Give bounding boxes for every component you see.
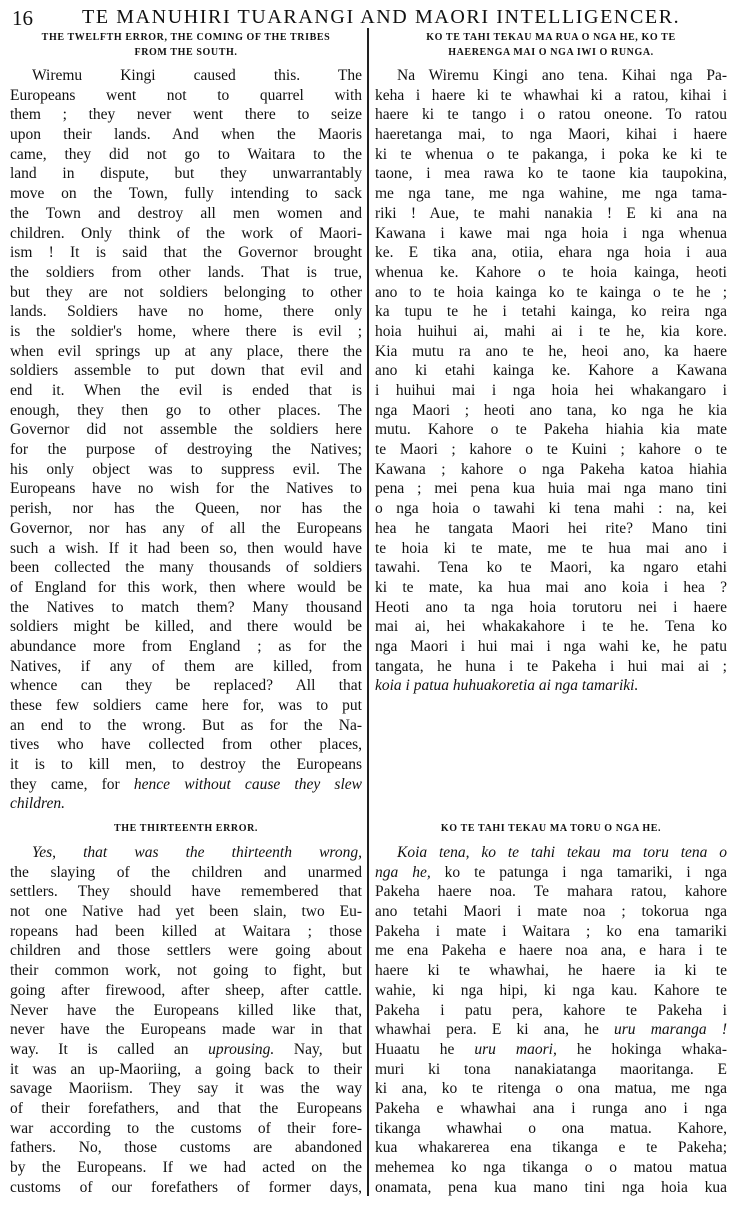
text-line xyxy=(375,322,727,342)
text-line xyxy=(375,361,727,381)
text: the Town and destroy all men women and xyxy=(10,204,362,222)
italic-text: nga he, xyxy=(375,863,431,881)
text-line xyxy=(375,440,727,460)
text: came, they did not go to Waitara to the xyxy=(10,145,362,163)
text: Kawana i kawe mai nga hoia i nga whenua xyxy=(375,224,727,242)
text-line xyxy=(10,617,362,637)
text-line xyxy=(10,1079,362,1099)
text: Kia mutu ra ano te he, heoi ano, ka haere xyxy=(375,342,727,360)
text-line xyxy=(10,1099,362,1119)
text: hea he tangata Maori hei rite? Mano tini xyxy=(375,519,727,537)
text-line xyxy=(375,676,727,696)
text: nga Maori i hui mai i nga wahi ke, he patu xyxy=(375,637,727,655)
text: tives who have collected from other places, xyxy=(10,736,362,754)
text-line xyxy=(10,204,362,224)
text: whawhai pera. E ki ana, he xyxy=(375,1021,614,1039)
text: of England for this work, then where would be xyxy=(10,578,362,596)
italic-text: hence without cause they slew xyxy=(133,775,362,793)
text: mai ai, hei whakakahore i te he. Tena ko xyxy=(375,618,727,636)
text-line xyxy=(375,66,727,86)
text-line xyxy=(375,1040,727,1060)
text: soldiers assemble to put down that evil and xyxy=(10,362,362,380)
text-line xyxy=(375,1158,727,1178)
text-line xyxy=(375,145,727,165)
text-line xyxy=(10,843,362,863)
text-line xyxy=(10,775,362,795)
page-number: 16 xyxy=(12,6,33,30)
text: customs of our forefathers of former days, xyxy=(10,1178,362,1196)
text-line xyxy=(375,164,727,184)
italic-text: children. xyxy=(10,795,65,813)
text: taone, i mea rawa ko te taone kia taupokina, xyxy=(375,165,727,183)
text: riki ! Aue, te mahi nanakia ! E ki ana na xyxy=(375,204,727,222)
text-line xyxy=(10,1001,362,1021)
text: an end to the wrong. But as for the Na- xyxy=(10,716,362,734)
section-heading: HAERENGA MAI O NGA IWI O RUNGA. xyxy=(448,47,654,58)
text-line xyxy=(10,1020,362,1040)
text-line xyxy=(10,479,362,499)
text-line xyxy=(375,499,727,519)
page-header xyxy=(0,4,732,30)
text-line xyxy=(10,420,362,440)
text-line xyxy=(375,224,727,244)
text-line xyxy=(10,184,362,204)
text-line xyxy=(375,184,727,204)
text: the Natives to match them? Many thousand xyxy=(10,598,362,616)
text: lands. Soldiers have no home, there only xyxy=(10,303,362,321)
text: Pakeha i mate i Waitara ; ko ena tamariki xyxy=(375,922,727,940)
text: children. Only think of the work of Maori- xyxy=(10,224,362,242)
text-line xyxy=(10,361,362,381)
text-line xyxy=(10,243,362,263)
text-line xyxy=(375,1020,727,1040)
text-line xyxy=(375,125,727,145)
text-line xyxy=(10,401,362,421)
text: of their forefathers, and that the Europeans xyxy=(10,1099,362,1117)
text: never have the Europeans made war in that xyxy=(10,1021,362,1039)
text-line xyxy=(375,420,727,440)
text-line xyxy=(375,479,727,499)
text-line xyxy=(375,578,727,598)
text: abundance more from England ; as for the xyxy=(10,637,362,655)
text: Europeans went not to quarrel with xyxy=(10,86,362,104)
text-line xyxy=(10,86,362,106)
text: Kawana ; kahore o nga Pakeha katoa hiahia xyxy=(375,460,727,478)
text: haeretanga mai, to nga Maori, kihai i haere xyxy=(375,126,727,144)
text-line xyxy=(375,617,727,637)
text: onamata, pena kua mano tini nga hoia kua xyxy=(375,1178,727,1196)
text: Governor, nor has any of all the Europeans xyxy=(10,519,362,537)
text: but they are not soldiers belonging to other xyxy=(10,283,362,301)
text: tikanga whawhai o ona matua. Kahore, xyxy=(375,1119,727,1137)
text: these few soldiers came here for, was to put xyxy=(10,697,362,714)
text: Europeans have no wish for the Natives to xyxy=(10,480,362,498)
text-line xyxy=(10,676,362,696)
text: ki te whenua o te pakanga, i poka ke ki te xyxy=(375,145,727,163)
text: settlers. They should have remembered that xyxy=(10,883,362,901)
text: Governor did not assemble the soldiers here xyxy=(10,421,362,439)
text: te hoia ki te mate, me te hua mai ano i xyxy=(375,539,727,557)
text: their common work, not going to fight, but xyxy=(10,962,362,980)
text-line xyxy=(375,1119,727,1139)
text: them ; they never went there to seize xyxy=(10,106,362,124)
text-line xyxy=(375,1138,727,1158)
text-line xyxy=(375,460,727,480)
text-line xyxy=(10,322,362,342)
text-line xyxy=(10,716,362,736)
text: for the purpose of destroying the Natives; xyxy=(10,441,362,459)
text: way. It is called an xyxy=(10,1040,209,1058)
text-line xyxy=(10,125,362,145)
section-thirteenth-error-maori xyxy=(375,821,727,1197)
text-line xyxy=(10,381,362,401)
text: when evil springs up at any place, there the xyxy=(10,342,362,360)
italic-text: uru maori, xyxy=(474,1040,557,1058)
text: Pakeha e whawhai ana i runga ano i nga xyxy=(375,1099,727,1117)
section-thirteenth-error-english xyxy=(10,821,362,1197)
text: by the Europeans. If we had acted on the xyxy=(10,1159,362,1176)
text-line xyxy=(10,539,362,559)
text: Na Wiremu Kingi ano tena. Kihai nga Pa- xyxy=(397,67,727,84)
text: upon their lands. And when the Maoris xyxy=(10,126,362,144)
text-line xyxy=(375,882,727,902)
section-twelfth-error-english xyxy=(10,30,362,814)
section-twelfth-error-maori xyxy=(375,30,727,696)
text-line xyxy=(10,981,362,1001)
text: ke. E tika ana, otiia, ehara nga hoia i aua xyxy=(375,244,727,262)
column-divider xyxy=(367,28,369,1196)
text-line xyxy=(10,657,362,677)
text-line xyxy=(10,1138,362,1158)
text-line xyxy=(10,519,362,539)
text-line xyxy=(375,105,727,125)
text: ka tupu te he i tetahi kainga, ko reira nga xyxy=(375,303,727,321)
italic-text: Koia tena, ko te tahi tekau ma toru tena o xyxy=(397,844,727,861)
italic-text: uprousing. xyxy=(208,1040,275,1058)
text: such a wish. If it had been so, then would have xyxy=(10,539,362,557)
text: whence can they be replaced? All that xyxy=(10,677,362,695)
text: hoia huihui ai, mahi ai i te he, kia kore. xyxy=(375,322,727,340)
text: o nga hoia o tawahi ki tena mahi : na, kei xyxy=(375,500,727,518)
text-line xyxy=(375,263,727,283)
text-line xyxy=(10,1119,362,1139)
text: end it. When the evil is ended that is xyxy=(10,382,362,399)
text: Never have the Europeans killed like that, xyxy=(10,1001,362,1019)
text-line xyxy=(10,735,362,755)
text-line xyxy=(375,902,727,922)
text: keha i haere ki te whawhai ki a ratou, kihai i xyxy=(375,86,727,104)
text-line xyxy=(10,882,362,902)
text: the slaying of the children and unarmed xyxy=(10,863,362,881)
text: mehemea ko nga tikanga o o matou matua xyxy=(375,1159,727,1176)
text-line xyxy=(10,902,362,922)
text: te Maori ; kahore o te Kuini ; kahore o te xyxy=(375,441,727,459)
text: perish, nor has the Queen, nor has the xyxy=(10,500,362,518)
text: ano to te hoia kainga ko te kainga o te he ; xyxy=(375,283,727,301)
text-line xyxy=(375,843,727,863)
text-line xyxy=(375,657,727,677)
text-line xyxy=(375,1079,727,1099)
text: it was an up-Maoriing, a going back to their xyxy=(10,1060,362,1078)
text: wahie, ki nga hipi, ki nga kau. Kahore te xyxy=(375,981,727,999)
text-line xyxy=(10,1158,362,1178)
text-line xyxy=(375,283,727,303)
text-line xyxy=(10,145,362,165)
text-line xyxy=(375,204,727,224)
text-line xyxy=(10,283,362,303)
section-heading: THE TWELFTH ERROR, THE COMING OF THE TRIBES xyxy=(41,32,331,43)
text-line xyxy=(10,342,362,362)
text: ko te patunga i nga tamariki, i nga xyxy=(430,863,727,881)
text-line xyxy=(10,440,362,460)
text-line xyxy=(375,342,727,362)
text: the soldiers from other lands. That is true, xyxy=(10,263,362,281)
text-line xyxy=(375,401,727,421)
text-line xyxy=(10,863,362,883)
italic-text: Yes, that was the thirteenth wrong, xyxy=(32,844,362,861)
text: Natives, if any of them are killed, from xyxy=(10,657,362,675)
text: it is to kill men, to destroy the Europeans xyxy=(10,756,362,774)
text-line xyxy=(10,637,362,657)
text-line xyxy=(10,105,362,125)
text-line xyxy=(10,961,362,981)
text-line xyxy=(375,558,727,578)
text-line xyxy=(10,558,362,578)
text: Heoti ano ta nga hoia torutoru nei i haere xyxy=(375,598,727,616)
text-line xyxy=(10,164,362,184)
text-line xyxy=(10,224,362,244)
text-line xyxy=(10,1178,362,1198)
text: ki ana, ko te ritenga o ona matua, me nga xyxy=(375,1080,727,1098)
text: i huihui mai i nga hoia hei whakangaro i xyxy=(375,382,727,399)
text: pena ; mei pena kua huia mai nga mano tini xyxy=(375,480,727,498)
text-line xyxy=(10,66,362,86)
text: land in dispute, but they unwarrantably xyxy=(10,165,362,183)
text-line xyxy=(10,696,362,716)
text: fathers. No, those customs are abandoned xyxy=(10,1139,362,1157)
text-line xyxy=(375,243,727,263)
text: Huaatu he xyxy=(375,1040,475,1058)
text: ki te mate, ka hua mai ano koia i hea ? xyxy=(375,578,727,596)
text-line xyxy=(10,922,362,942)
text-line xyxy=(375,1060,727,1080)
text: Pakeha haere noa. Te mahara ratou, kahore xyxy=(375,883,727,901)
text: tawahi. Tena ko te Maori, ka ngaro etahi xyxy=(375,559,727,577)
text-line xyxy=(375,1099,727,1119)
text: move on the Town, fully intending to sack xyxy=(10,185,362,203)
text: ano ki etahi kainga ke. Kahore a Kawana xyxy=(375,362,727,380)
text: kua whakarerea ena tikanga e te Pakeha; xyxy=(375,1139,727,1157)
text-line xyxy=(375,1001,727,1021)
text: soldiers might be killed, and there would be xyxy=(10,618,362,636)
text: his only object was to suppress evil. The xyxy=(10,460,362,478)
text: Wiremu Kingi caused this. The xyxy=(32,67,362,84)
text-line xyxy=(10,499,362,519)
text: war according to the customs of their fore- xyxy=(10,1119,362,1137)
text-line xyxy=(375,302,727,322)
text: not one Native had yet been slain, two Eu- xyxy=(10,903,362,921)
text: nga Maori ; heoti ano tana, ko nga he kia xyxy=(375,401,727,419)
section-heading: KO TE TAHI TEKAU MA RUA O NGA HE, KO TE xyxy=(426,32,676,43)
section-heading: KO TE TAHI TEKAU MA TORU O NGA HE. xyxy=(440,823,662,834)
text: ism ! It is said that the Governor brought xyxy=(10,244,362,262)
text-line xyxy=(10,598,362,618)
text: ropeans had been killed at Waitara ; those xyxy=(10,922,362,940)
text-line xyxy=(10,941,362,961)
section-heading: FROM THE SOUTH. xyxy=(134,47,238,58)
text: whenua ke. Kahore o te hoia kainga, heoti xyxy=(375,263,727,281)
text: is the soldier's home, where there is evil ; xyxy=(10,322,362,340)
text-line xyxy=(10,755,362,775)
text-line xyxy=(375,637,727,657)
text: children and those settlers were going about xyxy=(10,942,362,960)
text-line xyxy=(375,941,727,961)
text-line xyxy=(375,1178,727,1198)
text-line xyxy=(375,86,727,106)
text-line xyxy=(10,1060,362,1080)
text: he hokinga whaka- xyxy=(556,1040,727,1058)
text-line xyxy=(10,460,362,480)
text: Pakeha i patu pera, kahore te Pakeha i xyxy=(375,1001,727,1019)
text: savage Maoriism. They say it was the way xyxy=(10,1080,362,1098)
text: going after firewood, after sheep, after cattle. xyxy=(10,981,362,999)
text-line xyxy=(10,578,362,598)
text-line xyxy=(10,302,362,322)
text: haere ki te tango i o ratou oneone. To ratou xyxy=(375,106,727,124)
text-line xyxy=(375,981,727,1001)
text-line xyxy=(10,1040,362,1060)
text: ano tetahi Maori i mate noa ; tokorua nga xyxy=(375,903,727,921)
text-line xyxy=(375,519,727,539)
text: been collected the many thousands of soldiers xyxy=(10,559,362,577)
text-line xyxy=(375,922,727,942)
text: muri ki tona nanakiatanga maoritanga. E xyxy=(375,1060,727,1078)
italic-text: koia i patua huhuakoretia ai nga tamariki. xyxy=(375,677,639,695)
text: Nay, but xyxy=(274,1040,362,1058)
section-heading: THE THIRTEENTH ERROR. xyxy=(113,823,259,834)
text-line xyxy=(10,263,362,283)
text-line xyxy=(375,539,727,559)
italic-text: uru maranga ! xyxy=(614,1021,727,1039)
text: me ena Pakeha e haere noa ana, e hara i te xyxy=(375,942,727,960)
text: they came, for xyxy=(10,775,134,793)
text-line xyxy=(375,381,727,401)
newspaper-title: TE MANUHIRI TUARANGI AND MAORI INTELLIGENCER. xyxy=(82,6,681,28)
text: me nga tane, me nga wahine, me nga tama- xyxy=(375,185,727,203)
text: mutu. Kahore o te Pakeha hiahia kia mate xyxy=(375,421,727,439)
text-line xyxy=(375,961,727,981)
text-line xyxy=(10,794,362,814)
text-line xyxy=(375,863,727,883)
text-line xyxy=(375,598,727,618)
text: haere ki te whawhai, he haere ia ki te xyxy=(375,962,727,980)
text: tangata, he huna i te Pakeha i hui mai ai ; xyxy=(375,657,727,675)
text: enough, they then go to other places. The xyxy=(10,401,362,419)
